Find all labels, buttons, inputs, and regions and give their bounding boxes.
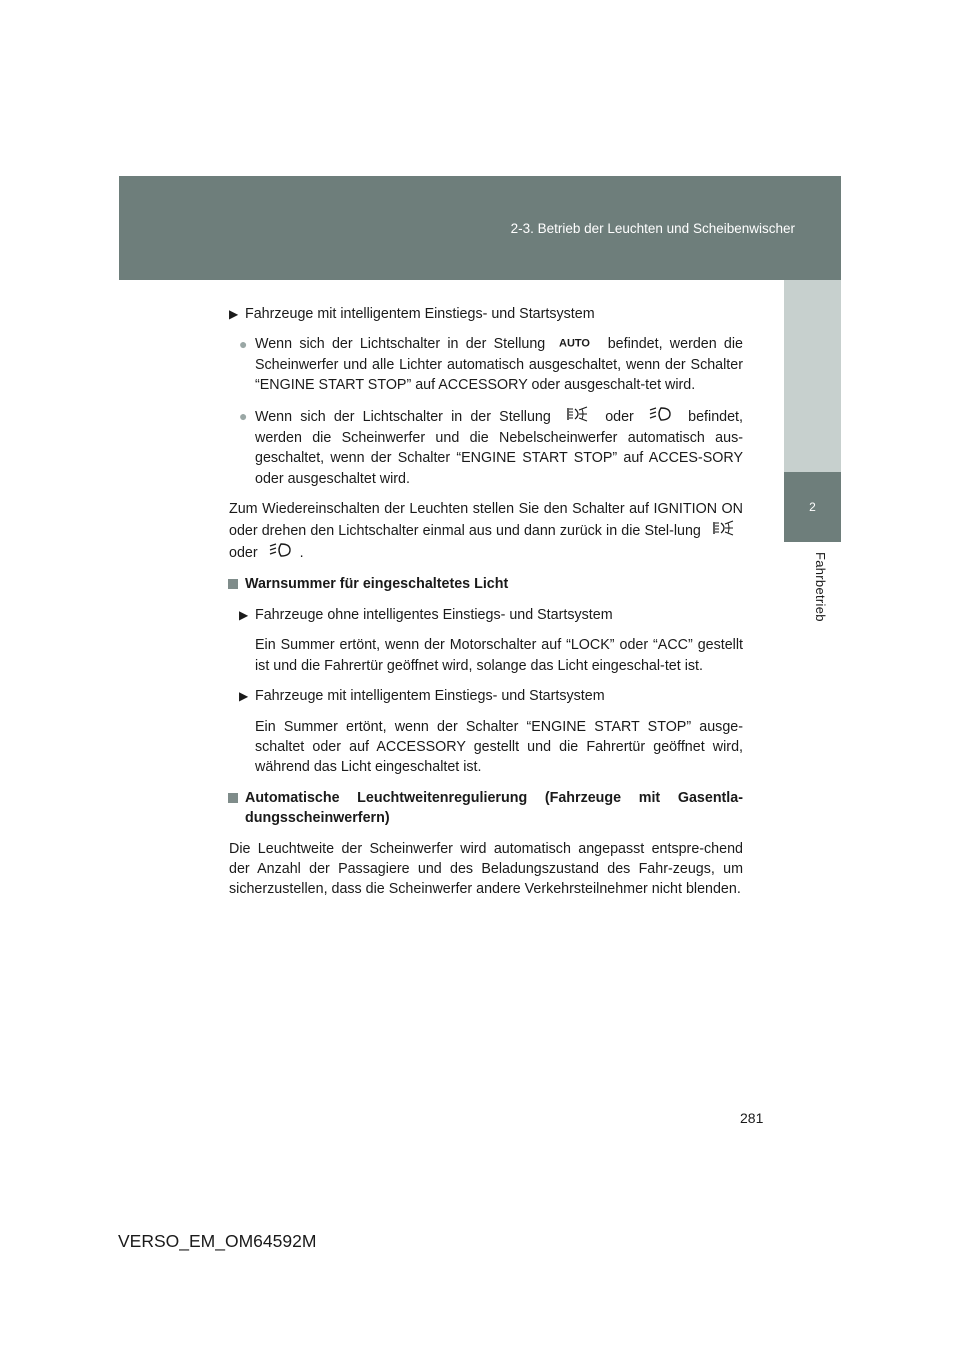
- low-beam-headlight-icon: [268, 542, 294, 564]
- section-title: 2-3. Betrieb der Leuchten und Scheibenwischer: [510, 221, 795, 236]
- triangle-arrow-icon: ▶: [239, 607, 249, 622]
- bullet-item: ● Wenn sich der Lichtschalter in der Stellung oder befindet, werden die Scheinwerfer und die Nebelscheinwerfer automatisch aus-geschaltet, wenn der Schalter “ENGINE START STOP” auf ACCES-SORY oder ausgeschaltet wird.: [239, 407, 744, 487]
- triangle-arrow-icon: ▶: [239, 689, 249, 704]
- page-content: [229, 304, 743, 910]
- section-paragraph: Ein Summer ertönt, wenn der Motorschalter auf “LOCK” oder “ACC” gestellt ist und die Fahrertür geöffnet wird, solange das Licht eingeschal-tet ist.: [255, 637, 743, 674]
- section-heading: Warnsummer für eingeschaltetes Licht: [229, 574, 743, 594]
- triangle-arrow-icon: ▶: [229, 307, 239, 321]
- section-paragraph: Ein Summer ertönt, wenn der Schalter “ENGINE START STOP” ausge-schaltet oder auf ACCESSORY gestellt und die Fahrertür geöffnet wird, während das Licht eingeschaltet ist.: [255, 718, 743, 776]
- bullet-dot-icon: ●: [239, 336, 248, 353]
- auto-icon: [558, 334, 594, 354]
- bullet-dot-icon: ●: [239, 407, 248, 424]
- header-band: [119, 176, 841, 280]
- square-bullet-icon: [228, 579, 238, 589]
- bullet-item: ● Wenn sich der Lichtschalter in der Stellung AUTO befindet, werden die Scheinwerfer und alle Lichter automatisch ausgeschaltet, wenn der Schalter “ENGINE START STOP” auf ACCESSORY oder ausgeschalt-tet wird.: [239, 336, 743, 394]
- vehicle-variant-note: ▶ Fahrzeuge mit intelligentem Einstiegs- und Startsystem: [229, 304, 743, 324]
- front-fog-light-icon: [565, 406, 591, 428]
- page-number: 281: [740, 1110, 764, 1126]
- chapter-number: 2: [809, 500, 816, 514]
- square-bullet-icon: [228, 793, 238, 803]
- front-fog-light-icon: [711, 520, 737, 542]
- section-paragraph: Die Leuchtweite der Scheinwerfer wird automatisch angepasst entspre-chend der Anzahl der Passagiere und des Beladungszustand des Fahr-zeugs, um sicherzustellen, dass die Scheinwerfer andere Verkehrsteilnehmer nicht blenden.: [229, 840, 743, 898]
- low-beam-headlight-icon: [648, 406, 674, 428]
- reactivate-paragraph: Zum Wiedereinschalten der Leuchten stellen Sie den Schalter auf IGNITION ON oder drehen den Lichtschalter einmal aus und dann zurück in die Stel-lung oder .: [229, 499, 743, 564]
- vehicle-variant-note: ▶ Fahrzeuge mit intelligentem Einstiegs- und Startsystem: [229, 686, 743, 706]
- vehicle-variant-note: ▶ Fahrzeuge ohne intelligentes Einstiegs- und Startsystem: [229, 605, 743, 625]
- document-code: VERSO_EM_OM64592M: [118, 1231, 317, 1251]
- section-heading: Automatische Leuchtweitenregulierung (Fahrzeuge mit Gasentla-dungsscheinwerfern): [229, 788, 743, 829]
- chapter-label: Fahrbetrieb: [813, 552, 828, 622]
- svg-text:AUTO: AUTO: [559, 337, 591, 349]
